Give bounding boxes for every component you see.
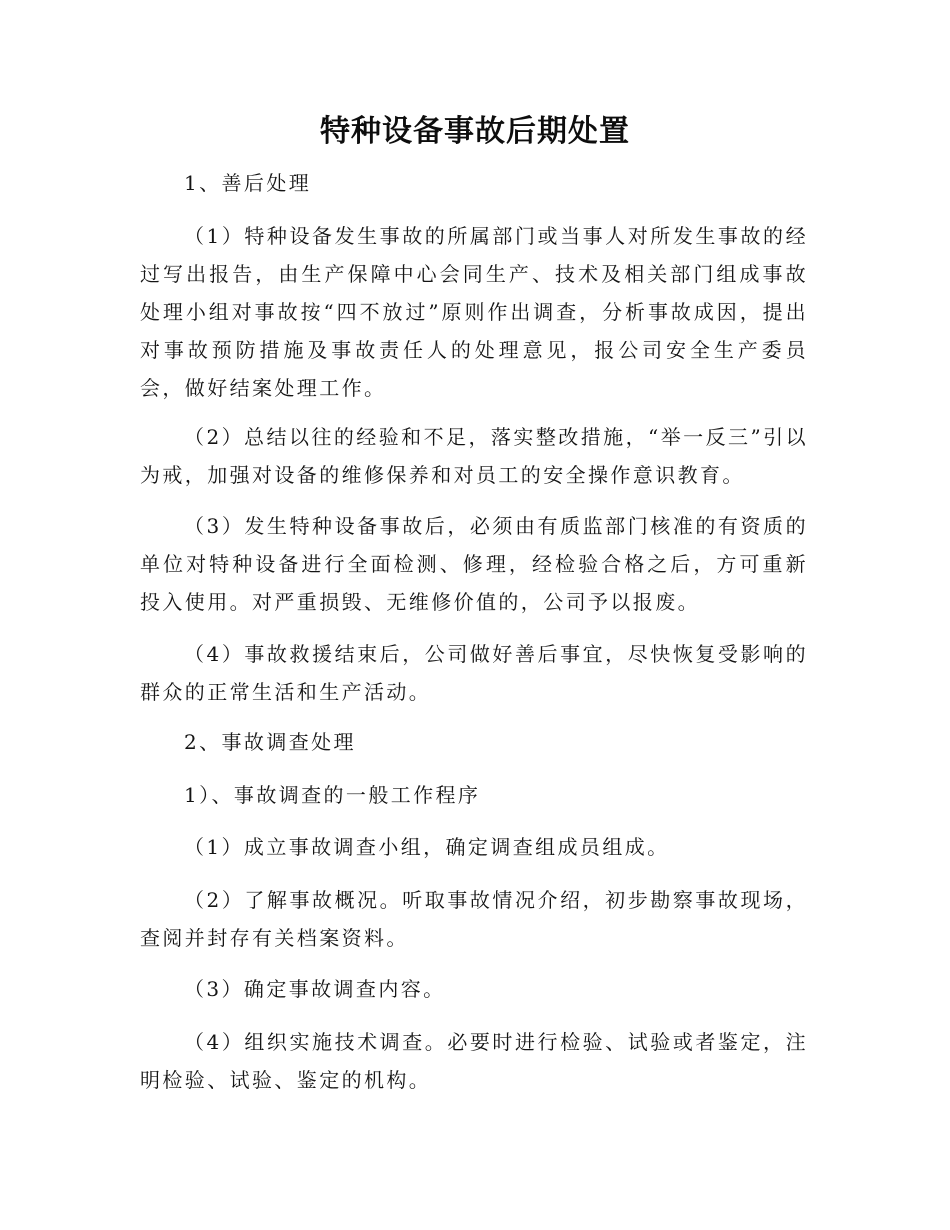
paragraph-step-1: （1）成立事故调查小组，确定调查组成员组成。 — [184, 835, 670, 859]
subsection-heading-procedure: 1）、事故调查的一般工作程序 — [184, 783, 481, 807]
paragraph-item-4: （4）事故救援结束后，公司做好善后事宜，尽快恢复受影响的群众的正常生活和生产活动。 — [140, 642, 808, 704]
section-heading-aftermath: 1、善后处理 — [184, 171, 312, 195]
paragraph-step-2: （2）了解事故概况。听取事故情况介绍，初步勘察事故现场，查阅并封存有关档案资料。 — [140, 888, 808, 950]
paragraph-step-3: （3）确定事故调查内容。 — [184, 977, 446, 1001]
document-title: 特种设备事故后期处置 — [320, 114, 630, 149]
paragraph-item-2: （2）总结以往的经验和不足，落实整改措施，“举一反三”引以为戒，加强对设备的维修保养和对员工的安全操作意识教育。 — [140, 425, 808, 487]
paragraph-item-3: （3）发生特种设备事故后，必须由有质监部门核准的有资质的单位对特种设备进行全面检测、修理，经检验合格之后，方可重新投入使用。对严重损毁、无维修价值的，公司予以报废。 — [140, 514, 808, 614]
paragraph-item-1: （1）特种设备发生事故的所属部门或当事人对所发生事故的经过写出报告，由生产保障中心会同生产、技术及相关部门组成事故处理小组对事故按“四不放过”原则作出调查，分析事故成因，提出对事故预防措施及事故责任人的处理意见，报公司安全生产委员会，做好结案处理工作。 — [140, 224, 808, 400]
paragraph-step-4: （4）组织实施技术调查。必要时进行检验、试验或者鉴定，注明检验、试验、鉴定的机构。 — [140, 1030, 808, 1092]
section-heading-investigation: 2、事故调查处理 — [184, 730, 356, 754]
